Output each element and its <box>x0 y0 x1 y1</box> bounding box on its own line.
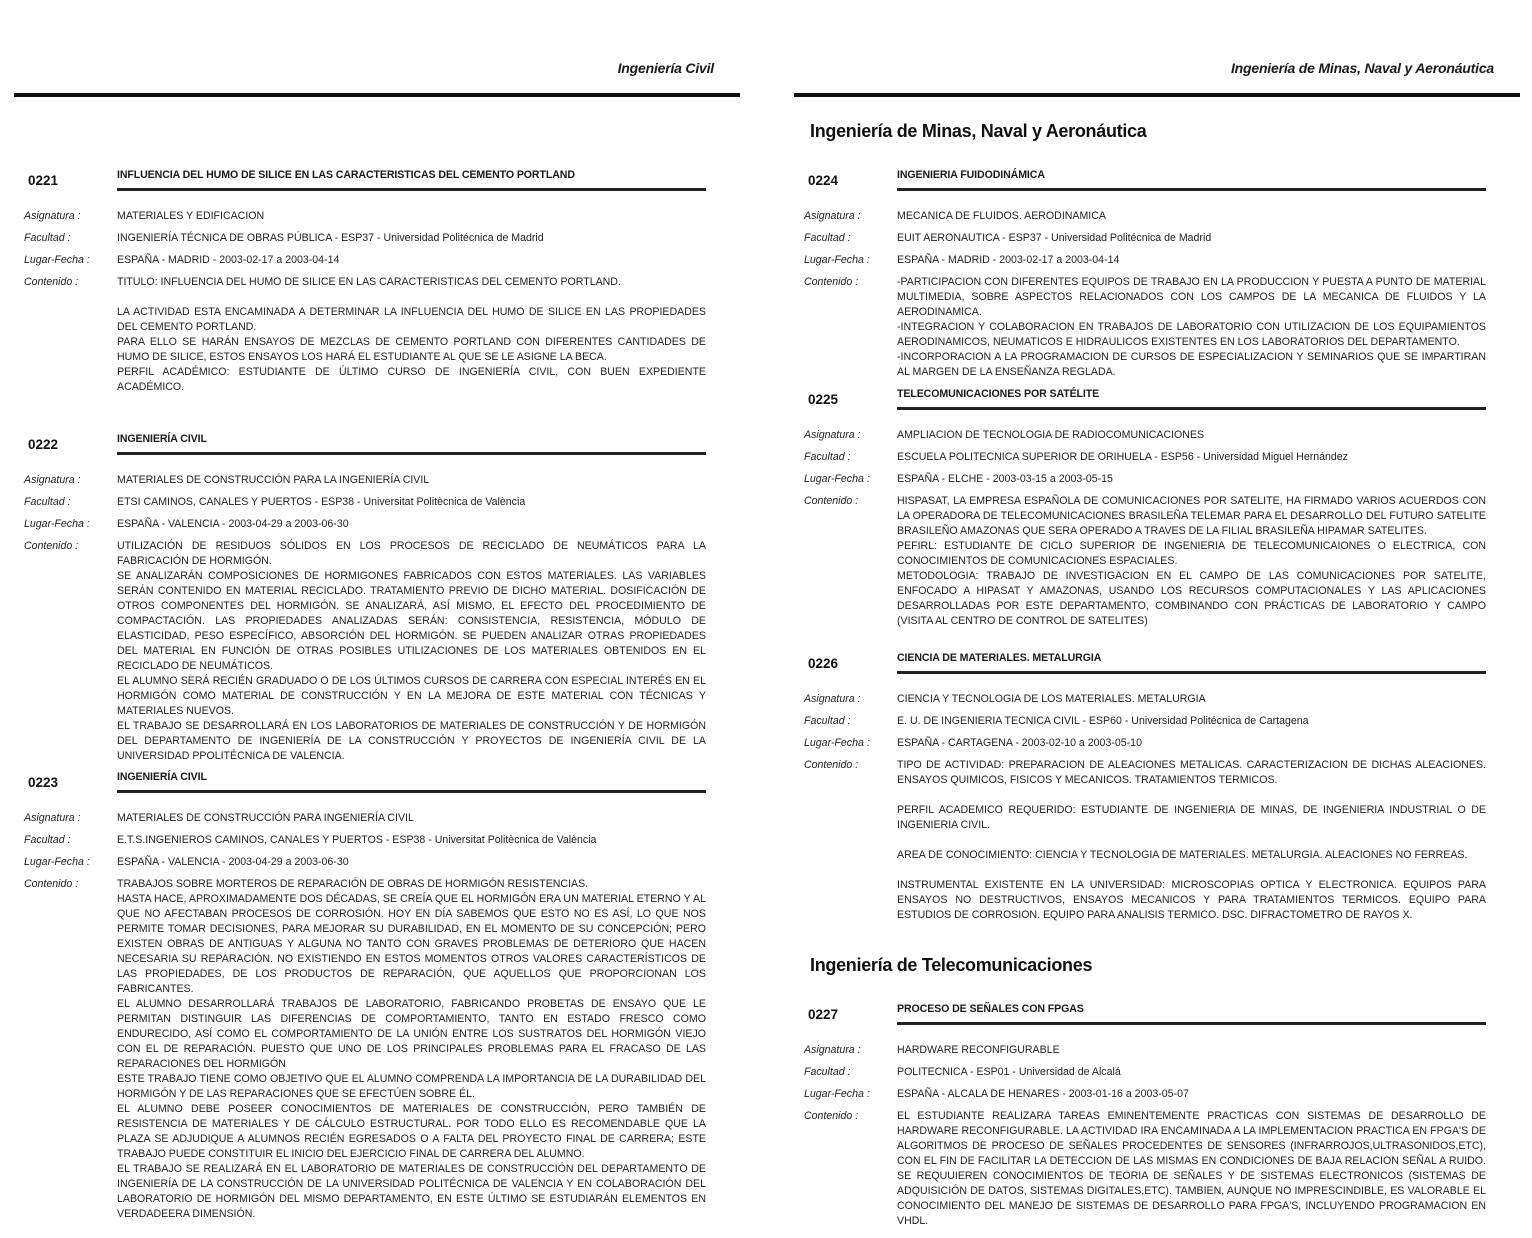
label-contenido: Contenido : <box>804 276 859 288</box>
value-contenido <box>897 1109 1494 1229</box>
label-asignatura: Asignatura : <box>804 210 861 222</box>
value-contenido <box>897 494 1494 629</box>
contenido-paragraph: PERFIL ACADEMICO REQUERIDO: ESTUDIANTE DE INGENIERIA DE MINAS, DE INGENIERIA INDUSTRIAL O DE INGENIERIA CIVIL. <box>897 804 1486 831</box>
contenido-paragraph: PERFIL ACADÉMICO: ESTUDIANTE DE ÚLTIMO CURSO DE INGENIERÍA CIVIL, CON BUEN EXPEDIENTE ACADÉMICO. <box>117 366 706 393</box>
entry-rule <box>897 407 1486 410</box>
label-asignatura: Asignatura : <box>24 210 81 222</box>
row-facultad <box>804 450 1494 465</box>
right-page <box>766 0 1532 1238</box>
contenido-paragraph: -INCORPORACION A LA PROGRAMACION DE CURSOS DE ESPECIALIZACION Y SEMINARIOS QUE SE IMPARTIRAN AL MARGEN DE LA ENSEÑANZA REGLADA. <box>897 351 1486 378</box>
label-lugar-fecha: Lugar-Fecha : <box>24 856 90 868</box>
entry-rule <box>897 188 1486 191</box>
entry-rule <box>897 671 1486 674</box>
label-contenido: Contenido : <box>24 878 79 890</box>
contenido-paragraph: EL ALUMNO SERÁ RECIÉN GRADUADO O DE LOS ÚLTIMOS CURSOS DE CARRERA CON ESPECIAL INTERÉS EN EL HORMIGÓN COMO MATERIAL DE CONSTRUCCIÓN Y EN LA MEJORA DE ESTE MATERIAL CON TÉCNICAS Y MATERIALES NUEVOS. <box>117 675 706 717</box>
row-lugar-fecha <box>804 1087 1494 1102</box>
label-facultad: Facultad : <box>24 232 71 244</box>
value-lugar-fecha: ESPAÑA - ALCALA DE HENARES - 2003-01-16 a 2003-05-07 <box>897 1088 1189 1100</box>
entry-title: CIENCIA DE MATERIALES. METALURGIA <box>897 652 1102 664</box>
entry-header <box>804 169 1494 202</box>
contenido-paragraph: EL ALUMNO DEBE POSEER CONOCIMIENTOS DE MATERIALES DE CONSTRUCCIÓN, PERO TAMBIÉN DE RESISTENCIA DE MATERIALES Y DE CÁLCULO ESTRUCTURAL. POR TODO ELLO ES RECOMENDABLE QUE LA PLAZA SE ADJUDIQUE A ALUMNOS RECIÉN EGRESADOS O A FALTA DEL PROYECTO FINAL DE CARRERA; ESTE TRABAJO PUEDE CONSTITUIR EL INICIO DEL EJERCICIO FINAL DE CARRERA DEL ALUMNO. <box>117 1103 706 1160</box>
label-facultad: Facultad : <box>804 715 851 727</box>
entry-code: 0222 <box>28 437 59 452</box>
entry-code: 0221 <box>28 173 59 188</box>
entry-title: PROCESO DE SEÑALES CON FPGAS <box>897 1003 1084 1015</box>
contenido-paragraph: HASTA HACE, APROXIMADAMENTE DOS DÉCADAS, SE CREÍA QUE EL HORMIGÓN ERA UN MATERIAL ETERNO Y AL QUE NO AFECTABAN PROCESOS DE CORROSIÓN. HOY EN DÍA SABEMOS QUE ESTO NO ES ASÍ, LO QUE NOS PERMITE TOMAR DECISIONES, PARA MEJORAR SU DURABILIDAD, EN EL MOMENTO DE SU CONCEPCIÓN; PERO EXISTEN OBRAS DE ANTIGUAS Y ALGUNA NO TANTO CON GRAVES PROBLEMAS DE DETERIORO QUE HACEN NECESARIA SU REPARACIÓN. NO EXISTIENDO EN ESTOS MOMENTOS OTROS VALORES CARACTERÍSTICOS DE LAS PROPIEDADES, DE LOS PRODUCTOS DE REPARACIÓN, QUE AQUELLOS QUE PROPORCIONAN LOS FABRICANTES. <box>117 893 706 995</box>
page-header-rule <box>794 93 1520 97</box>
row-contenido <box>24 539 714 764</box>
entry-0223 <box>24 771 714 1222</box>
contenido-paragraph: METODOLOGIA: TRABAJO DE INVESTIGACION EN EL CAMPO DE LAS COMUNICACIONES POR SATELITE, ENFOCADO A HIPASAT Y AMAZONAS, USANDO LOS RECURSOS COMPUTACIONALES Y LAS APLICACIONES DESARROLLADAS POR ESTE DEPARTAMENTO, COMBINANDO CON PRÁCTICAS DE LABORATORIO Y CAMPO (VISITA AL CENTRO DE CONTROL DE SATELITES) <box>897 570 1486 627</box>
label-lugar-fecha: Lugar-Fecha : <box>804 473 870 485</box>
label-facultad: Facultad : <box>24 496 71 508</box>
value-facultad: EUIT AERONAUTICA - ESP37 - Universidad Politécnica de Madrid <box>897 232 1212 244</box>
label-lugar-fecha: Lugar-Fecha : <box>804 254 870 266</box>
contenido-paragraph: TIPO DE ACTIVIDAD: PREPARACION DE ALEACIONES METALICAS. CARACTERIZACION DE DICHAS ALEACIONES. ENSAYOS QUIMICOS, FISICOS Y MECANICOS. TRATAMIENTOS TERMICOS. <box>897 759 1486 786</box>
value-lugar-fecha: ESPAÑA - MADRID - 2003-02-17 a 2003-04-14 <box>897 254 1120 266</box>
label-lugar-fecha: Lugar-Fecha : <box>804 737 870 749</box>
contenido-paragraph: UTILIZACIÓN DE RESIDUOS SÓLIDOS EN LOS PROCESOS DE RECICLADO DE NEUMÁTICOS PARA LA FABRICACIÓN DE HORMIGÓN. <box>117 540 706 567</box>
contenido-paragraph: EL TRABAJO SE DESARROLLARÁ EN LOS LABORATORIOS DE MATERIALES DE CONSTRUCCIÓN Y DE HORMIGÓN DEL DEPARTAMENTO DE INGENIERÍA DE LA CONSTRUCCIÓN Y PROYECTOS DE INGENIERÍA CIVIL DE LA UNIVERSIDAD PPOLITÉCNICA DE VALENCIA. <box>117 720 706 762</box>
value-facultad: ESCUELA POLITECNICA SUPERIOR DE ORIHUELA - ESP56 - Universidad Miguel Hernández <box>897 451 1348 463</box>
value-asignatura: MATERIALES DE CONSTRUCCIÓN PARA LA INGENIERÍA CIVIL <box>117 474 430 486</box>
row-contenido <box>804 275 1494 380</box>
value-contenido <box>117 877 714 1222</box>
label-asignatura: Asignatura : <box>24 812 81 824</box>
entry-0224 <box>804 169 1494 380</box>
contenido-paragraph: INSTRUMENTAL EXISTENTE EN LA UNIVERSIDAD: MICROSCOPIAS OPTICA Y ELECTRONICA. EQUIPOS PARA ENSAYOS NO DESTRUCTIVOS, ENSAYOS MECANICOS Y PARA TRATAMIENTOS TERMICOS. EQUIPO PARA ESTUDIOS DE CORROSION. EQUIPO PARA ANALISIS TERMICO. DSC. DIFRACTOMETRO DE RAYOS X. <box>897 879 1486 921</box>
value-asignatura: MATERIALES Y EDIFICACION <box>117 210 265 222</box>
row-contenido <box>804 1109 1494 1229</box>
value-facultad: E. U. DE INGENIERIA TECNICA CIVIL - ESP60 - Universidad Politécnica de Cartagena <box>897 715 1309 727</box>
label-asignatura: Asignatura : <box>804 429 861 441</box>
label-asignatura: Asignatura : <box>804 693 861 705</box>
row-lugar-fecha <box>804 253 1494 268</box>
value-asignatura: MECANICA DE FLUIDOS. AERODINAMICA <box>897 210 1106 222</box>
entry-code: 0226 <box>808 656 839 671</box>
value-facultad: E.T.S.INGENIEROS CAMINOS, CANALES Y PUERTOS - ESP38 - Universitat Politècnica de València <box>117 834 597 846</box>
row-lugar-fecha <box>804 472 1494 487</box>
value-asignatura: AMPLIACION DE TECNOLOGIA DE RADIOCOMUNICACIONES <box>897 429 1205 441</box>
value-contenido <box>897 758 1494 923</box>
value-contenido <box>897 275 1494 380</box>
section-title: Ingeniería de Telecomunicaciones <box>810 955 1093 975</box>
entry-title: TELECOMUNICACIONES POR SATÉLITE <box>897 388 1100 400</box>
contenido-paragraph: -INTEGRACION Y COLABORACION EN TRABAJOS DE LABORATORIO CON UTILIZACION DE LOS EQUIPAMIENTOS AERODINAMICOS, NEUMATICOS E HIDRAULICOS EXISTENTES EN LOS LABORATORIOS DEL DEPARTAMENTO. <box>897 321 1486 348</box>
contenido-paragraph: HISPASAT, LA EMPRESA ESPAÑOLA DE COMUNICACIONES POR SATELITE, HA FIRMADO VARIOS ACUERDOS CON LA OPERADORA DE TELECOMUNICACIONES BRASILEÑA TELEMAR PARA EL DESARROLLO DEL FUTURO SATELITE BRASILEÑO AMAZONAS QUE SERA OPERADO A TRAVES DE LA FILIAL BRASILEÑA HIPAMAR SATELITES. <box>897 495 1486 537</box>
row-facultad <box>804 714 1494 729</box>
row-facultad <box>804 1065 1494 1080</box>
entry-rule <box>897 1022 1486 1025</box>
value-facultad: POLITECNICA - ESP01 - Universidad de Alcalá <box>897 1066 1121 1078</box>
label-facultad: Facultad : <box>804 1066 851 1078</box>
entry-header <box>24 169 714 202</box>
row-asignatura <box>804 428 1494 443</box>
label-contenido: Contenido : <box>804 759 859 771</box>
entry-0222 <box>24 433 714 764</box>
value-asignatura: HARDWARE RECONFIGURABLE <box>897 1044 1060 1056</box>
section-title: Ingeniería de Minas, Naval y Aeronáutica <box>810 121 1147 141</box>
row-facultad <box>24 231 714 246</box>
value-lugar-fecha: ESPAÑA - VALENCIA - 2003-04-29 a 2003-06-30 <box>117 518 349 530</box>
row-contenido <box>24 877 714 1222</box>
row-lugar-fecha <box>24 253 714 268</box>
row-contenido <box>804 758 1494 923</box>
entry-rule <box>117 452 706 455</box>
entry-code: 0227 <box>808 1007 839 1022</box>
entry-header <box>24 771 714 804</box>
row-lugar-fecha <box>24 855 714 870</box>
entry-header <box>804 652 1494 685</box>
contenido-paragraph: PARA ELLO SE HARÁN ENSAYOS DE MEZCLAS DE CEMENTO PORTLAND CON DIFERENTES CANTIDADES DE HUMO DE SILICE, ESTOS ENSAYOS LOS HARÁ EL ESTUDIANTE AL QUE SE LE ASIGNE LA BECA. <box>117 336 706 363</box>
label-contenido: Contenido : <box>24 540 79 552</box>
row-asignatura <box>804 1043 1494 1058</box>
value-facultad: INGENIERÍA TÉCNICA DE OBRAS PÚBLICA - ESP37 - Universidad Politécnica de Madrid <box>117 232 544 244</box>
contenido-paragraph: AREA DE CONOCIMIENTO: CIENCIA Y TECNOLOGIA DE MATERIALES. METALURGIA. ALEACIONES NO FERREAS. <box>897 849 1468 861</box>
entry-header <box>804 1003 1494 1036</box>
contenido-paragraph: SE ANALIZARÁN COMPOSICIONES DE HORMIGONES FABRICADOS CON ESTOS MATERIALES. LAS VARIABLES SERÁN CONTENIDO EN MATERIAL RECICLADO. TRATAMIENTO PREVIO DE DICHO MATERIAL. DOSIFICACIÓN DE OTROS COMPONENTES DEL HORMIGÓN. SE ANALIZARÁ, ASÍ MISMO, EL EFECTO DEL PROCEDIMIENTO DE COMPACTACIÓN. LAS PROPIEDADES ANALIZADAS SERÁN: CONSISTENCIA, RESISTENCIA, MÓDULO DE ELASTICIDAD, PESO ESPECÍFICO, ABSORCIÓN DEL HORMIGÓN. SE PUEDEN ANALIZAR OTRAS PROPIEDADES DEL MATERIAL EN FUNCIÓN DE OTRAS POSIBLES UTILIZACIONES DE LOS MATERIALES OBTENIDOS EN EL RECICLADO DE NEUMÁTICOS. <box>117 570 706 672</box>
contenido-paragraph: EL TRABAJO SE REALIZARÁ EN EL LABORATORIO DE MATERIALES DE CONSTRUCCIÓN DEL DEPARTAMENTO DE INGENIERÍA DE LA CONSTRUCCIÓN DE LA UNIVERSIDAD POLITÉCNICA DE VALENCIA Y EN COLABORACIÓN DEL LABORATORIO DE HORMIGÓN DEL MISMO DEPARTAMENTO, EN ESTE ÚLTIMO SE ESTUDIARÁN ELEMENTOS EN VERDADEERA DIMENSIÓN. <box>117 1163 706 1220</box>
entry-title: INGENIERIA FUIDODINÁMICA <box>897 169 1045 181</box>
row-lugar-fecha <box>24 517 714 532</box>
label-facultad: Facultad : <box>804 232 851 244</box>
label-lugar-fecha: Lugar-Fecha : <box>24 518 90 530</box>
entry-0225 <box>804 388 1494 629</box>
page-header-rule <box>14 93 740 97</box>
row-contenido <box>24 275 714 395</box>
row-contenido <box>804 494 1494 629</box>
entry-title: INGENIERÍA CIVIL <box>117 433 207 445</box>
entry-title: INFLUENCIA DEL HUMO DE SILICE EN LAS CARACTERISTICAS DEL CEMENTO PORTLAND <box>117 169 575 181</box>
entry-rule <box>117 790 706 793</box>
value-lugar-fecha: ESPAÑA - MADRID - 2003-02-17 a 2003-04-14 <box>117 254 340 266</box>
label-contenido: Contenido : <box>804 495 859 507</box>
contenido-paragraph: TRABAJOS SOBRE MORTEROS DE REPARACIÓN DE OBRAS DE HORMIGÓN RESISTENCIAS. <box>117 878 589 890</box>
label-asignatura: Asignatura : <box>24 474 81 486</box>
row-asignatura <box>24 811 714 826</box>
entry-header <box>804 388 1494 421</box>
contenido-paragraph: ESTE TRABAJO TIENE COMO OBJETIVO QUE EL ALUMNO COMPRENDA LA IMPORTANCIA DE LA DURABILIDAD DEL HORMIGÓN Y DE LAS REPARACIONES QUE SE EFECTÚEN SOBRE ÉL. <box>117 1073 706 1100</box>
entry-code: 0223 <box>28 775 59 790</box>
row-asignatura <box>24 209 714 224</box>
entry-0227 <box>804 1003 1494 1229</box>
label-facultad: Facultad : <box>804 451 851 463</box>
value-lugar-fecha: ESPAÑA - CARTAGENA - 2003-02-10 a 2003-05-10 <box>897 737 1142 749</box>
value-asignatura: MATERIALES DE CONSTRUCCIÓN PARA INGENIERÍA CIVIL <box>117 812 414 824</box>
label-contenido: Contenido : <box>804 1110 859 1122</box>
page-header: Ingeniería de Minas, Naval y Aeronáutica <box>1230 60 1494 76</box>
value-lugar-fecha: ESPAÑA - VALENCIA - 2003-04-29 a 2003-06-30 <box>117 856 349 868</box>
row-facultad <box>24 833 714 848</box>
row-asignatura <box>24 473 714 488</box>
contenido-paragraph: EL ESTUDIANTE REALIZARA TAREAS EMINENTEMENTE PRACTICAS CON SISTEMAS DE DESARROLLO DE HARDWARE RECONFIGURABLE. LA ACTIVIDAD IRA ENCAMINADA A LA IMPLEMENTACION PRACTICA EN FPGA'S DE ALGORITMOS DE PROCESO DE SEÑALES PROCEDENTES DE SENSORES (INFRARROJOS,ULTRASONIDOS,ETC), CON EL FIN DE FACILITAR LA DETECCION DE LAS MISMAS EN CONDICIONES DE BAJA RELACION SEÑAL A RUIDO. SE REQUUIEREN CONOCIMIENTOS DE TEORIA DE SEÑALES Y DE SISTEMAS ELECTRONICOS (SISTEMAS DE ADQUISICIÓN DE DATOS, SISTEMAS DIGITALES,ETC). TAMBIEN, AUNQUE NO IMPRESCINDIBLE, ES VALORABLE EL CONOCIMIENTO DEL MANEJO DE SISTEMAS DE DESARROLLO PARA FPGA'S, INCLUYENDO PROGRAMACION EN VHDL. <box>897 1110 1486 1227</box>
contenido-paragraph: PEFIRL: ESTUDIANTE DE CICLO SUPERIOR DE INGENIERIA DE TELECOMUNICAIONES O ELECTRICA, CON CONOCIMIENTOS DE COMUNICACIONES ESPACIALES. <box>897 540 1486 567</box>
contenido-paragraph: EL ALUMNO DESARROLLARÁ TRABAJOS DE LABORATORIO, FABRICANDO PROBETAS DE ENSAYO QUE LE PERMITAN DISTINGUIR LAS DIFERENCIAS DE COMPORTAMIENTO, TANTO EN ESTADO FRESCO COMO ENDURECIDO, ASÍ COMO EL COMPORTAMIENTO DE LA UNIÓN ENTRE LOS SUSTRATOS DEL HORMIGÓN VIEJO CON EL DE REPARACIÓN. PUESTO QUE UNO DE LOS PRINCIPALES PROBLEMAS PARA EL FRACASO DE LAS REPARACIONES DEL HORMIGÓN <box>117 998 706 1070</box>
entry-code: 0225 <box>808 392 839 407</box>
entry-0221 <box>24 169 714 395</box>
entry-0226 <box>804 652 1494 923</box>
entry-header <box>24 433 714 466</box>
entry-title: INGENIERÍA CIVIL <box>117 771 207 783</box>
contenido-paragraph: TITULO: INFLUENCIA DEL HUMO DE SILICE EN LAS CARACTERISTICAS DEL CEMENTO PORTLAND. <box>117 276 621 288</box>
value-lugar-fecha: ESPAÑA - ELCHE - 2003-03-15 a 2003-05-15 <box>897 473 1113 485</box>
label-facultad: Facultad : <box>24 834 71 846</box>
value-contenido <box>117 275 714 395</box>
row-facultad <box>24 495 714 510</box>
row-lugar-fecha <box>804 736 1494 751</box>
value-facultad: ETSI CAMINOS, CANALES Y PUERTOS - ESP38 - Universitat Politècnica de València <box>117 496 526 508</box>
contenido-paragraph: -PARTICIPACION CON DIFERENTES EQUIPOS DE TRABAJO EN LA PRODUCCION Y PUESTA A PUNTO DE MATERIAL MULTIMEDIA, SOBRE ASPECTOS RELACIONADOS CON LOS CAMPOS DE LA MECANICA DE FLUIDOS Y LA AERODINAMICA. <box>897 276 1486 318</box>
label-lugar-fecha: Lugar-Fecha : <box>24 254 90 266</box>
value-contenido <box>117 539 714 764</box>
value-asignatura: CIENCIA Y TECNOLOGIA DE LOS MATERIALES. METALURGIA <box>897 693 1206 705</box>
label-asignatura: Asignatura : <box>804 1044 861 1056</box>
row-asignatura <box>804 209 1494 224</box>
row-facultad <box>804 231 1494 246</box>
entry-code: 0224 <box>808 173 839 188</box>
page-header: Ingeniería Civil <box>617 60 714 76</box>
row-asignatura <box>804 692 1494 707</box>
label-lugar-fecha: Lugar-Fecha : <box>804 1088 870 1100</box>
entry-rule <box>117 188 706 191</box>
contenido-paragraph: LA ACTIVIDAD ESTA ENCAMINADA A DETERMINAR LA INFLUENCIA DEL HUMO DE SILICE EN LAS PROPIEDADES DEL CEMENTO PORTLAND. <box>117 306 706 333</box>
label-contenido: Contenido : <box>24 276 79 288</box>
